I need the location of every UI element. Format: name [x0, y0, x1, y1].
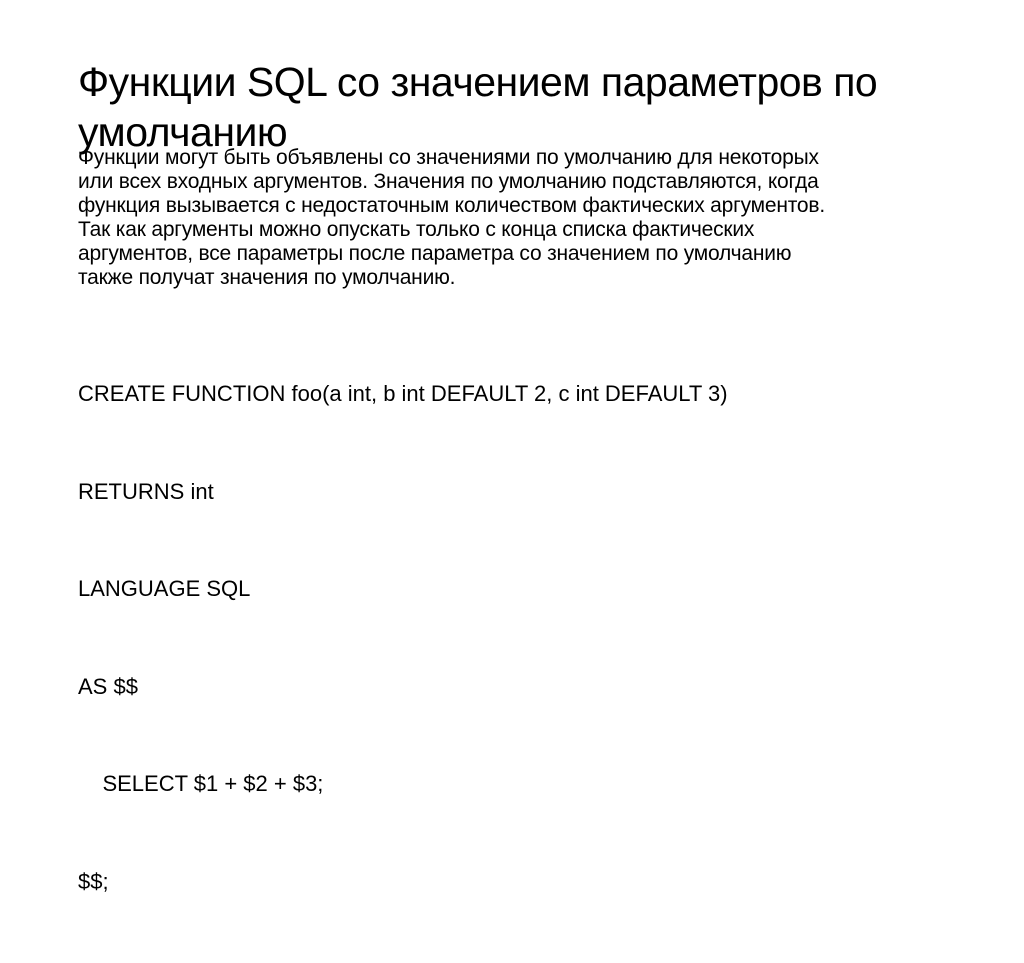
paragraph-line: функция вызывается с недостаточным количеством фактических аргументов. [78, 194, 826, 217]
title-line-2: умолчанию [78, 109, 288, 156]
paragraph-line: Так как аргументы можно опускать только с конца списка фактических [78, 218, 755, 241]
code-line: SELECT $1 + $2 + $3; [78, 771, 324, 796]
slide-title [78, 57, 877, 157]
code-line: CREATE FUNCTION foo(a int, b int DEFAULT 2, c int DEFAULT 3) [78, 381, 728, 406]
code-line: $$; [78, 868, 109, 894]
body-paragraph [78, 146, 825, 290]
code-line: RETURNS int [78, 478, 214, 504]
code-line: LANGUAGE SQL [78, 576, 251, 601]
paragraph-line: или всех входных аргументов. Значения по умолчанию подставляются, когда [78, 170, 819, 193]
paragraph-line: Функции могут быть объявлены со значениями по умолчанию для некоторых [78, 146, 819, 169]
paragraph-line: также получат значения по умолчанию. [78, 266, 456, 289]
paragraph-line: аргументов, все параметры после параметра со значением по умолчанию [78, 242, 792, 265]
code-line: AS $$ [78, 673, 138, 699]
title-line-1: Функции SQL со значением параметров по [78, 59, 878, 106]
sql-code-block [78, 313, 728, 963]
